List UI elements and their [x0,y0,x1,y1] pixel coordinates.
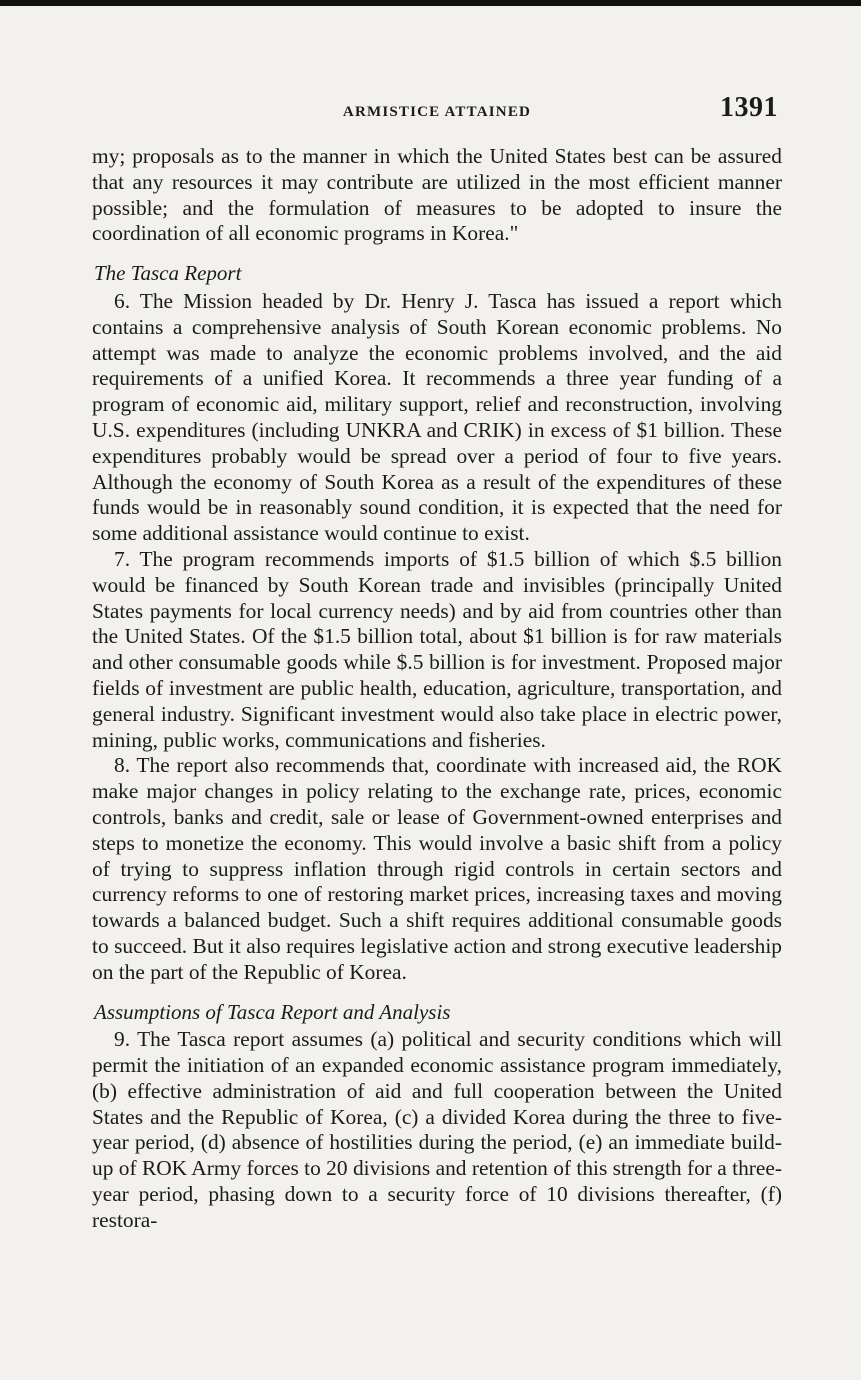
paragraph-6: 6. The Mission headed by Dr. Henry J. Tasca has issued a report which contains a comprehensive analysis of South Korean economic problems. No attempt was made to analyze the economic problems involved, and the aid requirements of a unified Korea. It recommends a three year funding of a program of economic aid, military support, relief and reconstruction, involving U.S. expenditures (including UNKRA and CRIK) in excess of $1 billion. These expenditures probably would be spread over a period of four to five years. Although the economy of South Korea as a result of the expenditures of these funds would be in reasonably sound condition, it is expected that the need for some additional assistance would continue to exist. [92,288,782,546]
running-title: ARMISTICE ATTAINED [342,104,532,120]
section-heading-tasca-report: The Tasca Report [94,261,242,286]
paragraph-8: 8. The report also recommends that, coordinate with increased aid, the ROK make major changes in policy relating to the exchange rate, prices, economic controls, banks and credit, sale or lease of Government-owned enterprises and steps to monetize the economy. This would involve a basic shift from a policy of trying to suppress inflation through rigid controls in certain sectors and currency reforms to one of restoring market prices, increasing taxes and moving towards a balanced budget. Such a shift requires additional consumable goods to succeed. But it also requires legislative action and strong executive leadership on the part of the Republic of Korea. [92,753,782,984]
page-top-edge [0,0,861,6]
page-number: 1391 [720,92,778,123]
document-page [92,92,782,1234]
opening-paragraph: my; proposals as to the manner in which the United States best can be assured that any resources it may contribute are utilized in the most efficient manner possible; and the formulation of measures to be adopted to insure the coordination of all economic programs in Korea." [92,144,782,246]
section-heading-assumptions: Assumptions of Tasca Report and Analysis [94,999,451,1024]
paragraph-9: 9. The Tasca report assumes (a) political and security conditions which will permit the initiation of an expanded economic assistance program immediately, (b) effective administration of aid and full cooperation between the United States and the Republic of Korea, (c) a divided Korea during the three to five-year period, (d) absence of hostilities during the period, (e) an immediate build-up of ROK Army forces to 20 divisions and retention of this strength for a three-year period, phasing down to a security force of 10 divisions thereafter, (f) restora- [92,1027,782,1232]
paragraph-7: 7. The program recommends imports of $1.5 billion of which $.5 billion would be financed by South Korean trade and invisibles (principally United States payments for local currency needs) and by aid from countries other than the United States. Of the $1.5 billion total, about $1 billion is for raw materials and other consumable goods while $.5 billion is for investment. Proposed major fields of investment are public health, education, agriculture, transportation, and general industry. Significant investment would also take place in electric power, mining, public works, communications and fisheries. [92,546,782,752]
running-header [92,92,782,132]
